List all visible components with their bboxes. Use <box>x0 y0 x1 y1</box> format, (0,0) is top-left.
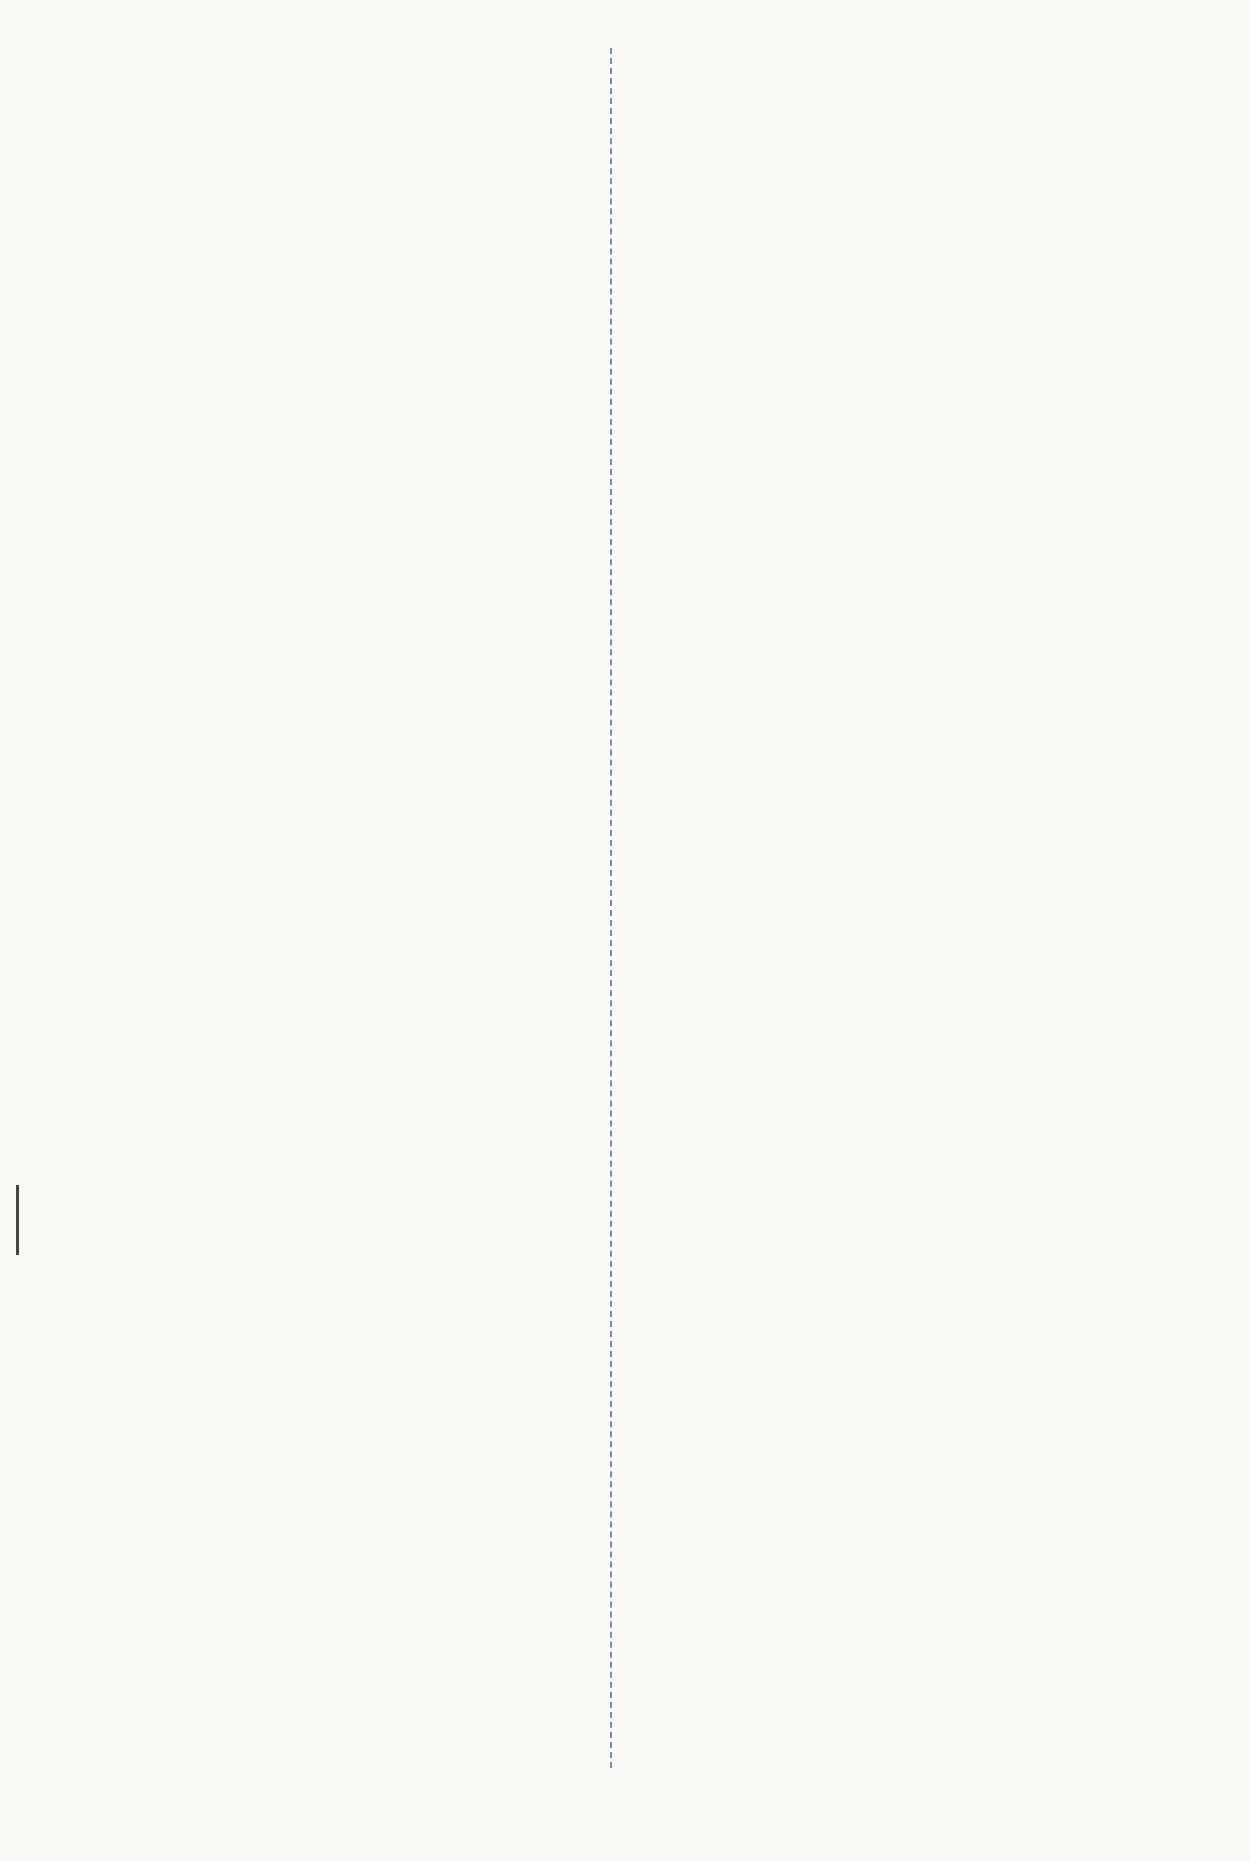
column-divider <box>610 48 612 1768</box>
binding-mark <box>16 1185 19 1255</box>
